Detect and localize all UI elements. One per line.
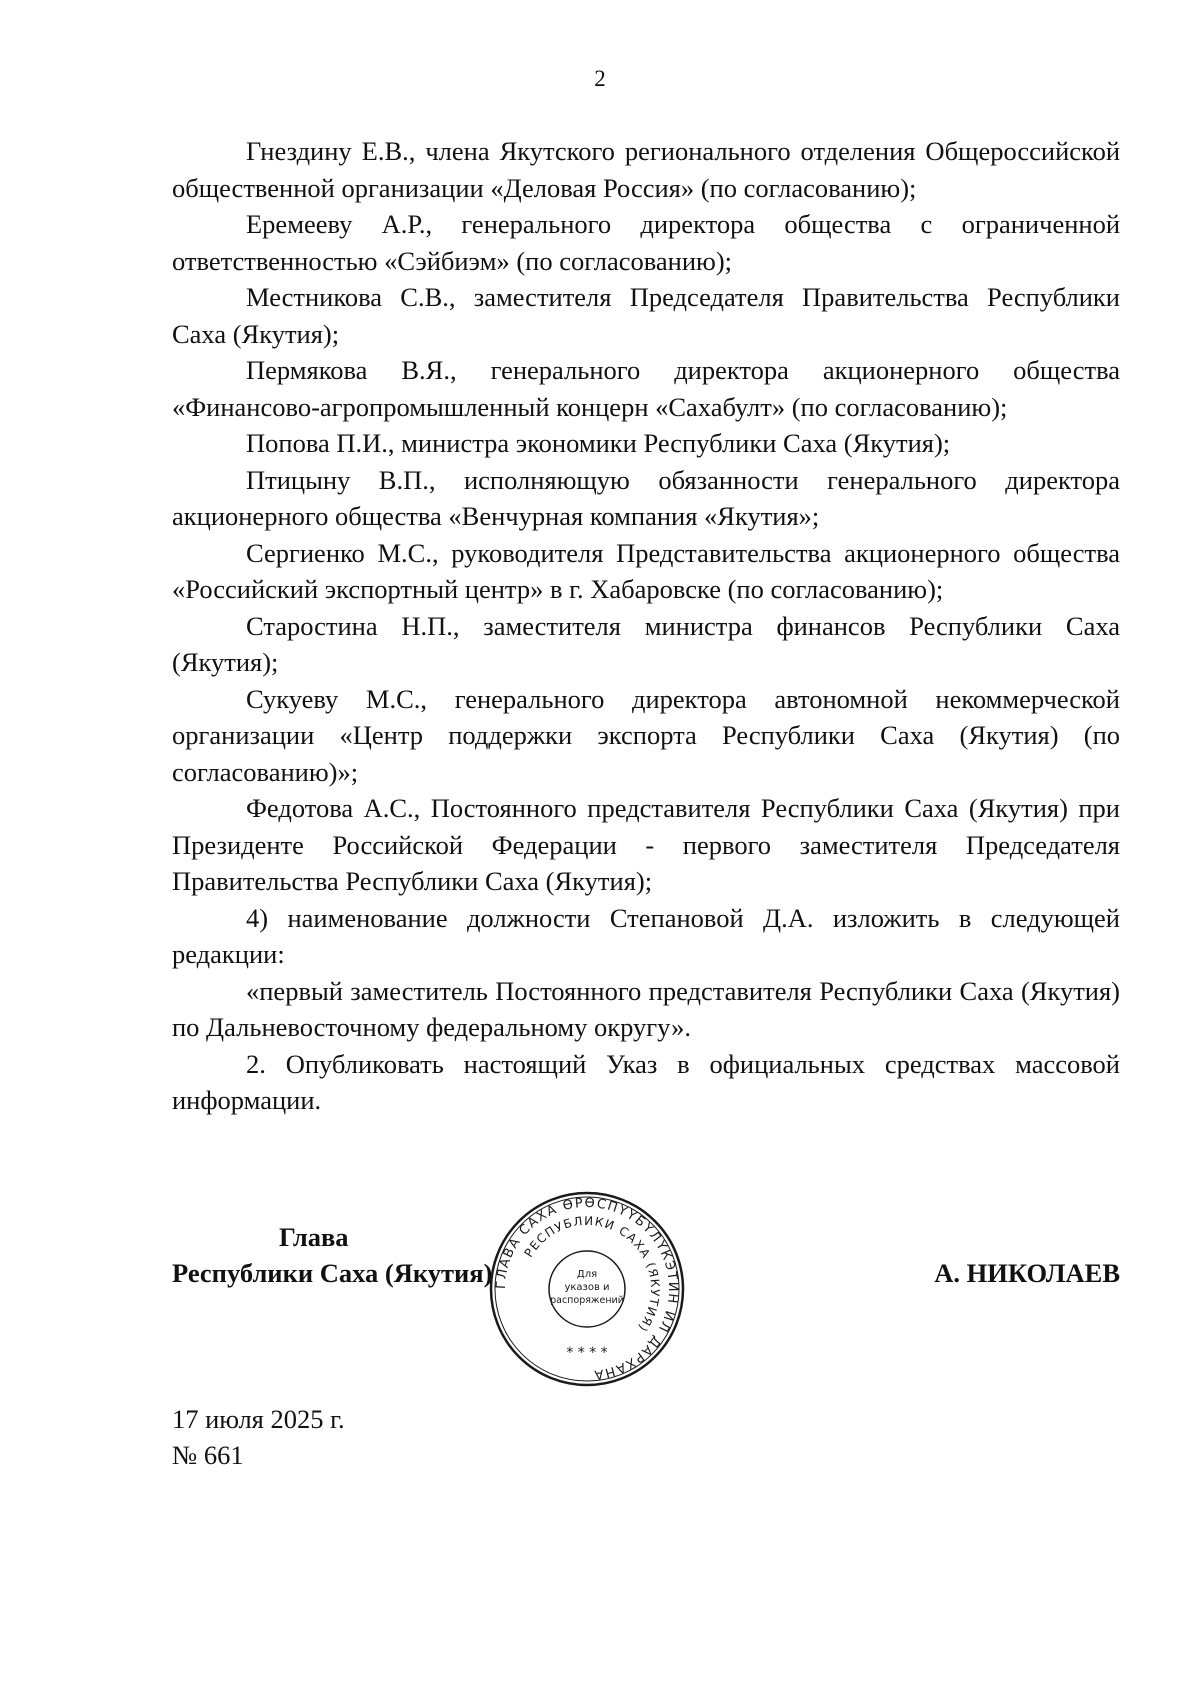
signature-title-line1: Глава xyxy=(279,1222,349,1252)
page-number: 2 xyxy=(594,66,606,91)
paragraph-permyakov: Пермякова В.Я., генерального директора акционерного общества «Финансово-агропромышленный концерн «Сахабулт» (по согласованию); xyxy=(172,355,1120,422)
document-date: 17 июля 2025 г. xyxy=(172,1404,345,1434)
paragraph-item-4: 4) наименование должности Степановой Д.А. изложить в следующей редакции: xyxy=(172,902,1120,969)
paragraph-sukueva: Сукуеву М.С., генерального директора автономной некоммерческой организации «Центр поддержки экспорта Республики Саха (Якутия) (по согласованию)»; xyxy=(172,683,1120,787)
seal-center-line2: указов и xyxy=(564,1282,610,1293)
paragraph-sergienko: Сергиенко М.С., руководителя Представительства акционерного общества «Российский экспортный центр» в г. Хабаровске (по согласованию); xyxy=(172,537,1120,604)
paragraph-publish: 2. Опубликовать настоящий Указ в официальных средствах массовой информации. xyxy=(172,1048,1120,1115)
signature-name: А. НИКОЛАЕВ xyxy=(934,1258,1120,1288)
seal-outer-text: ГЛАВА САХА ӨРӨСПҮҮБҮЛҮКЭТИН ИЛ ДАРХАНА xyxy=(493,1195,681,1382)
document-number: № 661 xyxy=(172,1440,244,1470)
paragraph-mestnikov: Местникова С.В., заместителя Председателя Правительства Республики Саха (Якутия); xyxy=(172,282,1120,349)
paragraph-popov: Попова П.И., министра экономики Республики Саха (Якутия); xyxy=(246,428,951,458)
paragraph-fedotov: Федотова А.С., Постоянного представителя Республики Саха (Якутия) при Президенте Российской Федерации - первого заместителя Председателя Правительства Республики Саха (Якутия); xyxy=(172,793,1120,896)
official-seal-icon xyxy=(487,1189,687,1389)
paragraph-gnezdina: Гнездину Е.В., члена Якутского регионального отделения Общероссийской общественной организации «Деловая Россия» (по согласованию); xyxy=(172,136,1120,203)
seal-inner-text: РЕСПУБЛИКИ САХА (ЯКУТИЯ) xyxy=(521,1213,663,1335)
paragraph-eremeeva: Еремееву А.Р., генерального директора общества с ограниченной ответственностью «Сэйбиэм» (по согласованию); xyxy=(172,209,1120,276)
seal-stars: * * * * xyxy=(566,1345,608,1361)
seal-center-line3: распоряжений xyxy=(550,1295,624,1306)
seal-center-line1: Для xyxy=(576,1269,598,1280)
document-body xyxy=(172,133,1120,1119)
paragraph-new-title: «первый заместитель Постоянного представителя Республики Саха (Якутия) по Дальневосточному федеральному округу». xyxy=(172,975,1120,1042)
paragraph-starostin: Старостина Н.П., заместителя министра финансов Республики Саха (Якутия); xyxy=(172,610,1120,677)
paragraph-ptitsyna: Птицыну В.П., исполняющую обязанности генерального директора акционерного общества «Венчурная компания «Якутия»; xyxy=(172,464,1120,531)
signature-title-line2: Республики Саха (Якутия) xyxy=(172,1258,493,1288)
